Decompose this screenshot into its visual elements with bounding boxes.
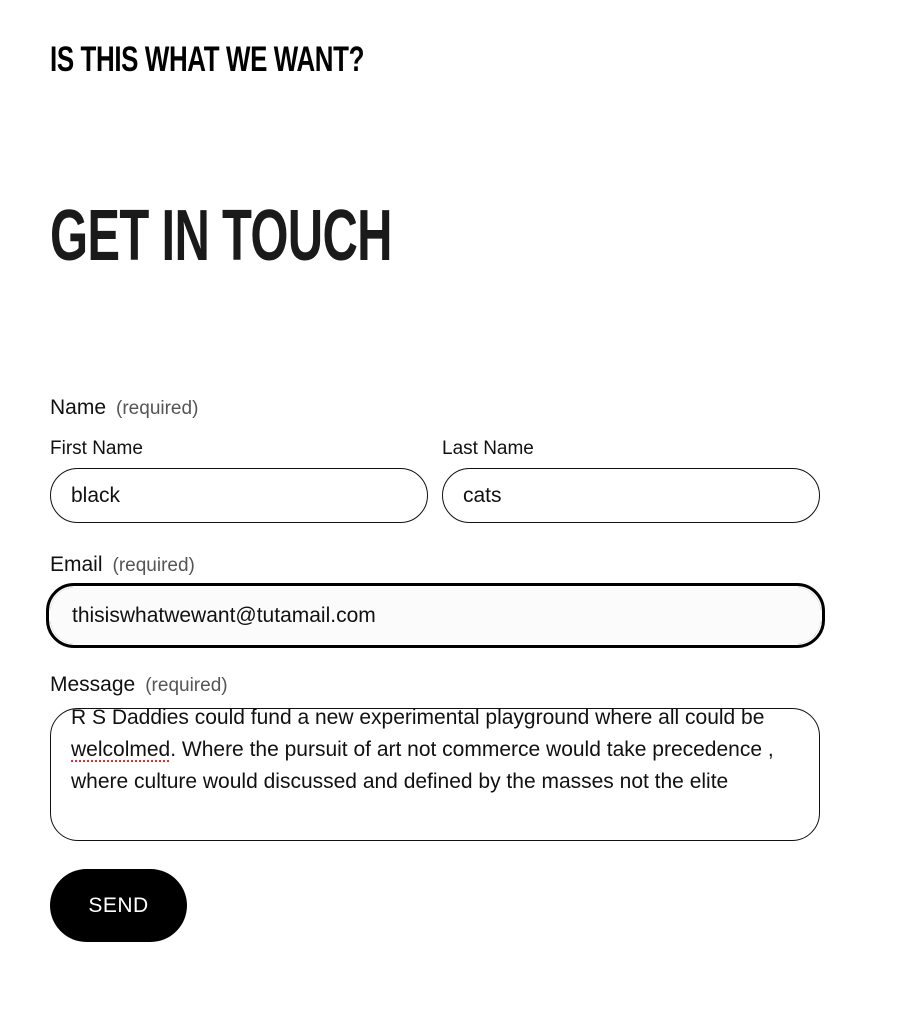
first-name-value: black xyxy=(71,483,121,507)
message-text-part-1: R S Daddies could fund a new experimental playground where all could be xyxy=(71,708,771,729)
name-label-text: Name xyxy=(50,396,107,419)
site-title[interactable]: IS THIS WHAT WE WANT? xyxy=(50,40,365,79)
first-name-field[interactable] xyxy=(50,468,428,523)
misspelled-word: welcolmed xyxy=(71,738,171,761)
message-required-hint: (required) xyxy=(145,675,228,696)
message-text xyxy=(71,708,783,798)
email-label xyxy=(50,552,195,579)
message-textarea[interactable] xyxy=(50,708,820,841)
resize-grip-icon[interactable] xyxy=(806,827,816,837)
email-required-hint: (required) xyxy=(112,555,195,576)
last-name-field[interactable] xyxy=(442,468,820,523)
name-label xyxy=(50,395,198,422)
email-value: thisiswhatwewant@tutamail.com xyxy=(72,603,376,627)
email-label-text: Email xyxy=(50,553,103,576)
message-label-text: Message xyxy=(50,673,136,696)
first-name-label: First Name xyxy=(50,438,143,459)
email-field[interactable] xyxy=(46,583,825,648)
send-button[interactable]: SEND xyxy=(50,869,187,942)
message-label xyxy=(50,672,228,699)
page-title: GET IN TOUCH xyxy=(50,196,392,276)
last-name-value: cats xyxy=(463,483,502,507)
name-required-hint: (required) xyxy=(116,398,199,419)
last-name-label: Last Name xyxy=(442,438,534,459)
message-text-part-2: . Where the pursuit of art not commerce would take precedence , where culture would discussed and defined by the masses not the elite xyxy=(71,738,780,793)
